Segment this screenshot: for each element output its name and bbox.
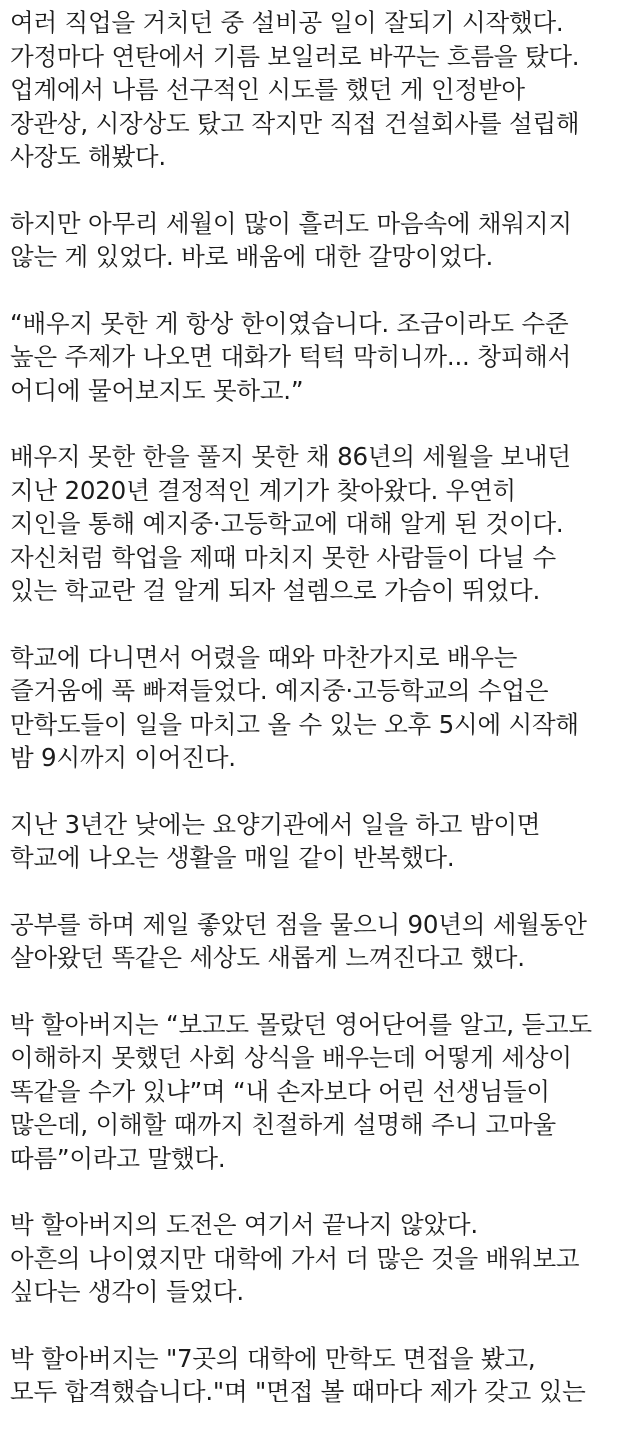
text-line: 이해하지 못했던 사회 상식을 배우는데 어떻게 세상이 — [10, 1043, 572, 1072]
text-line: 가정마다 연탄에서 기름 보일러로 바꾸는 흐름을 탔다. — [10, 41, 580, 71]
text-line: 업계에서 나름 선구적인 시도를 했던 게 인정받아 — [10, 75, 525, 104]
paragraph — [10, 1008, 635, 1176]
text-line: 지난 3년간 낮에는 요양기관에서 일을 하고 밤이면 — [10, 809, 541, 839]
paragraph — [10, 207, 635, 274]
text-line: “배우지 못한 게 항상 한이였습니다. 조금이라도 수준 — [10, 308, 569, 338]
text-line: 살아왔던 똑같은 세상도 새롭게 느껴진다고 했다. — [10, 943, 525, 972]
paragraph — [10, 641, 635, 775]
text-line: 만학도들이 일을 마치고 올 수 있는 오후 5시에 시작해 — [10, 709, 579, 739]
text-line: 박 할아버지는 “보고도 몰랐던 영어단어를 알고, 듣고도 — [10, 1009, 592, 1039]
paragraph — [10, 1342, 635, 1409]
text-line: 학교에 나오는 생활을 매일 같이 반복했다. — [10, 843, 455, 872]
text-line: 있는 학교란 걸 알게 되자 설렘으로 가슴이 뛰었다. — [10, 576, 541, 605]
text-line: 싶다는 생각이 들었다. — [10, 1277, 244, 1306]
text-line: 어디에 물어보지도 못하고.” — [10, 375, 304, 405]
text-line: 지인을 통해 예지중·고등학교에 대해 알게 된 것이다. — [10, 509, 564, 538]
paragraph — [10, 6, 635, 174]
text-line: 자신처럼 학업을 제때 마치지 못한 사람들이 다닐 수 — [10, 542, 556, 572]
text-line: 학교에 다니면서 어렸을 때와 마찬가지로 배우는 — [10, 642, 518, 672]
quote-paragraph — [10, 307, 635, 408]
text-line: 지난 2020년 결정적인 계기가 찾아왔다. 우연히 — [10, 475, 517, 505]
text-line: 사장도 해봤다. — [10, 142, 166, 171]
text-line: 똑같을 수가 있냐”며 “내 손자보다 어린 선생님들이 — [10, 1076, 550, 1106]
paragraph — [10, 908, 635, 975]
text-line: 아흔의 나이였지만 대학에 가서 더 많은 것을 배워보고 — [10, 1243, 580, 1273]
text-line: 박 할아버지는 "7곳의 대학에 만학도 면접을 봤고, — [10, 1343, 536, 1373]
text-line: 모두 합격했습니다."며 "면접 볼 때마다 제가 갖고 있는 — [10, 1377, 586, 1406]
paragraph — [10, 440, 635, 608]
text-line: 장관상, 시장상도 탔고 작지만 직접 건설회사를 설립해 — [10, 108, 580, 138]
paragraph — [10, 808, 635, 875]
text-line: 공부를 하며 제일 좋았던 점을 물으니 90년의 세월동안 — [10, 909, 587, 939]
text-line: 밤 9시까지 이어진다. — [10, 743, 236, 772]
text-line: 따름”이라고 말했다. — [10, 1143, 226, 1173]
text-line: 높은 주제가 나오면 대화가 턱턱 막히니까... 창피해서 — [10, 342, 572, 371]
text-line: 배우지 못한 한을 풀지 못한 채 86년의 세월을 보내던 — [10, 442, 571, 471]
text-line: 즐거움에 푹 빠져들었다. 예지중·고등학교의 수업은 — [10, 676, 549, 705]
text-line: 여러 직업을 거치던 중 설비공 일이 잘되기 시작했다. — [10, 8, 564, 37]
text-line: 하지만 아무리 세월이 많이 흘러도 마음속에 채워지지 — [10, 208, 572, 238]
text-line: 않는 게 있었다. 바로 배움에 대한 갈망이었다. — [10, 242, 494, 271]
text-line: 박 할아버지의 도전은 여기서 끝나지 않았다. — [10, 1210, 478, 1239]
paragraph — [10, 1208, 635, 1309]
article-body — [10, 6, 635, 1442]
text-line: 많은데, 이해할 때까지 친절하게 설명해 주니 고마울 — [10, 1110, 556, 1139]
